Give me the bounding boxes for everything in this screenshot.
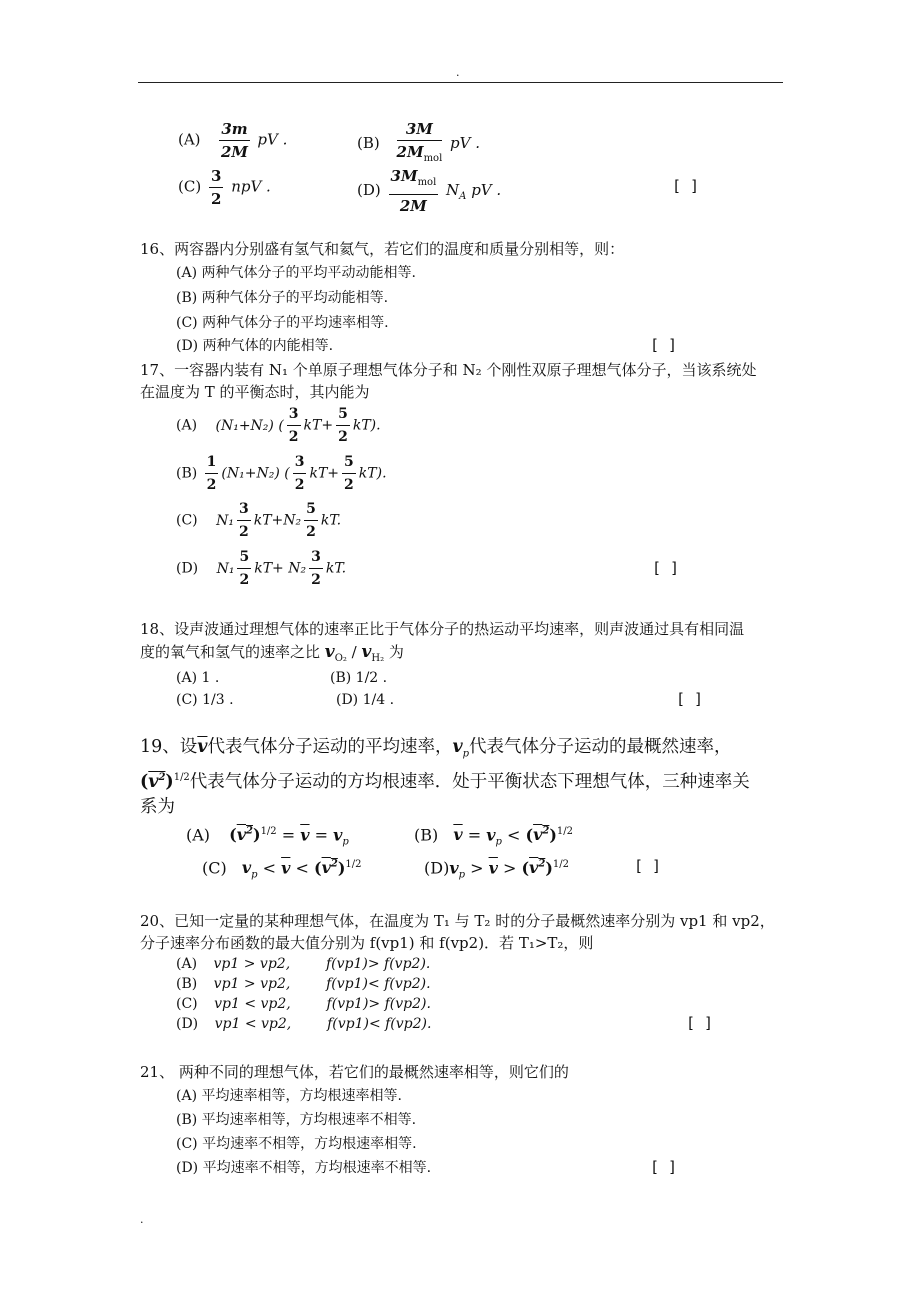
speed-relation: vp1 > vp2,	[213, 956, 291, 972]
fraction	[209, 165, 223, 210]
fraction	[336, 403, 350, 448]
header-dot: .	[456, 66, 460, 79]
numerator: 3M	[397, 118, 443, 141]
numerator: 5	[336, 403, 350, 426]
speed-symbol: v	[324, 642, 335, 662]
q20-stem-line2: 分子速率分布函数的最大值分别为 f(vp1) 和 f(vp2)．若 T₁>T₂，则	[140, 934, 594, 952]
q17-option-d	[176, 546, 346, 591]
denominator: 2	[294, 477, 305, 493]
stem-text: 为	[388, 643, 404, 661]
q19-stem-line1: 19、设$\overline{v}$代表气体分子运动的平均速率，$v_p$代表气体分子运动的最概然速率，	[140, 737, 732, 760]
q15-option-a	[178, 118, 287, 163]
stem-text: 代表气体分子运动的平均速率，	[207, 737, 453, 757]
q17-stem-line1: 17、一容器内装有 N₁ 个单原子理想气体分子和 N₂ 个刚性双原子理想气体分子，当该系统处	[140, 361, 757, 379]
rms-speed-symbol: $(v^2)$	[140, 771, 174, 792]
option-label: (B)	[414, 825, 439, 845]
option-label: (C)	[178, 177, 202, 196]
q19-stem-line2	[140, 764, 750, 796]
speed-relation: vp1 < vp2,	[214, 996, 291, 1012]
option-label: (A)	[176, 417, 198, 434]
option-label: (C)	[202, 858, 227, 878]
avogadro-symbol: N	[446, 181, 460, 199]
denominator: 2	[306, 524, 316, 540]
q20-option-b	[176, 974, 431, 994]
q17-option-a	[176, 403, 381, 448]
numerator: 3	[293, 451, 307, 474]
exponent: 1/2	[173, 772, 190, 783]
expression: kT.	[325, 560, 347, 577]
q18-option-b: (B) 1/2 .	[330, 670, 388, 686]
expression-tail: npV .	[231, 177, 271, 196]
numerator: 3	[287, 403, 301, 426]
footer-dot: .	[140, 1213, 144, 1226]
q21-answer-bracket: [ ]	[650, 1158, 678, 1176]
denominator: 2M	[396, 143, 424, 161]
mean-speed-symbol: $\overline{v}$	[197, 737, 208, 757]
fraction	[205, 451, 219, 496]
expression-tail: pV .	[471, 181, 502, 199]
q19-option-d: $(D)v_p > \overline{v} > (v^2)^{1/2}$	[424, 858, 569, 881]
exponent: 1/2	[260, 826, 277, 837]
denominator: 2	[238, 524, 249, 540]
exponent: 1/2	[345, 859, 362, 870]
q19-option-a: (A) $(v^2)^{1/2} = \overline{v} = v_p$	[186, 825, 349, 848]
q18-option-c: (C) 1/3 .	[176, 692, 234, 708]
header-rule	[138, 82, 783, 83]
q19-option-c: (C) $v_p < \overline{v} < (v^2)^{1/2}$	[202, 858, 362, 881]
denominator: 2	[210, 190, 222, 208]
subscript: A	[459, 191, 467, 202]
q21-option-a: (A) 平均速率相等，方均根速率相等.	[176, 1088, 402, 1104]
q15-option-d	[357, 165, 501, 217]
q15-answer-bracket: [ ]	[672, 177, 700, 195]
numerator: 1	[205, 451, 219, 474]
q21-option-d: (D) 平均速率不相等，方均根速率不相等.	[176, 1160, 432, 1176]
q17-answer-bracket: [ ]	[652, 559, 680, 577]
q18-answer-bracket: [ ]	[676, 690, 704, 708]
q18-option-a: (A) 1 .	[176, 670, 220, 686]
denominator: 2M	[220, 143, 248, 161]
q18-option-d: (D) 1/4 .	[336, 692, 395, 708]
fraction	[389, 165, 439, 217]
speed-relation: vp1 > vp2,	[213, 976, 291, 992]
q16-answer-bracket: [ ]	[650, 336, 678, 354]
expression: kT).	[358, 465, 387, 482]
option-label: (A)	[186, 825, 211, 845]
numerator: 3M	[390, 167, 418, 185]
q15-option-b	[357, 118, 480, 170]
q20-option-c	[176, 994, 431, 1014]
option-label: (B)	[176, 465, 198, 482]
fraction	[287, 403, 301, 448]
denominator: 2M	[399, 197, 427, 215]
expression-tail: pV .	[450, 134, 481, 152]
fraction	[219, 118, 249, 163]
subscript: H₂	[371, 653, 385, 664]
expression: kT+ N₂	[254, 560, 307, 577]
denominator: 2	[288, 429, 299, 445]
numerator: 3	[309, 546, 323, 569]
stem-text: 代表气体分子运动的方均根速率．处于平衡状态下理想气体，三种速率关	[189, 771, 750, 792]
option-label: (C)	[176, 996, 198, 1012]
distribution-relation: f(vp1)< f(vp2).	[327, 1016, 432, 1032]
q20-option-a	[176, 954, 430, 974]
denominator: 2	[239, 572, 250, 588]
q20-stem-line1: 20、已知一定量的某种理想气体，在温度为 T₁ 与 T₂ 时的分子最概然速率分别为 vp1 和 vp2，	[140, 912, 775, 930]
q21-option-c: (C) 平均速率不相等，方均根速率相等.	[176, 1136, 417, 1152]
option-label: (D)	[357, 181, 381, 199]
subscript: O₂	[334, 653, 347, 664]
numerator: 3	[237, 498, 251, 521]
expression: kT+	[309, 465, 340, 482]
denominator: 2	[344, 477, 354, 493]
q16-option-c: (C) 两种气体分子的平均速率相等.	[176, 315, 389, 331]
q19-option-b: (B) $\overline{v} = v_p < (v^2)^{1/2}$	[414, 825, 574, 848]
numerator: 5	[237, 546, 251, 569]
q20-option-d	[176, 1014, 431, 1034]
subscript: mol	[417, 177, 437, 188]
denominator: 2	[311, 572, 321, 588]
fraction	[304, 498, 318, 543]
fraction	[237, 498, 251, 543]
expression: kT+N₂	[253, 512, 302, 529]
subscript: mol	[423, 153, 443, 164]
slash: /	[346, 643, 362, 661]
expression: kT.	[320, 512, 342, 529]
option-label: (D)	[176, 1016, 199, 1032]
q21-stem: 21、 两种不同的理想气体，若它们的最概然速率相等，则它们的	[140, 1063, 569, 1081]
expression-tail: pV .	[257, 130, 288, 149]
stem-text: 19、设	[140, 737, 198, 757]
distribution-relation: f(vp1)< f(vp2).	[326, 976, 431, 992]
speed-symbol: v	[361, 642, 372, 662]
distribution-relation: f(vp1)> f(vp2).	[325, 956, 431, 972]
distribution-relation: f(vp1)> f(vp2).	[326, 996, 431, 1012]
q21-option-b: (B) 平均速率相等，方均根速率不相等.	[176, 1112, 417, 1128]
q17-option-c	[176, 498, 341, 543]
option-label: (C)	[176, 512, 198, 529]
option-label: (A)	[176, 956, 198, 972]
expression: (N₁+N₂) (	[215, 417, 284, 434]
q19-answer-bracket: [ ]	[634, 857, 662, 875]
denominator: 2	[338, 429, 348, 445]
denominator: 2	[206, 477, 217, 493]
q15-option-c	[178, 165, 271, 210]
option-label: (B)	[357, 134, 380, 152]
q16-stem: 16、两容器内分别盛有氢气和氦气，若它们的温度和质量分别相等，则：	[140, 240, 625, 258]
numerator: 3m	[219, 118, 249, 141]
q17-stem-line2: 在温度为 T 的平衡态时，其内能为	[140, 383, 370, 401]
expression: kT+	[303, 417, 334, 434]
speed-relation: vp1 < vp2,	[214, 1016, 292, 1032]
stem-text: 代表气体分子运动的最概然速率，	[469, 737, 732, 757]
numerator: 5	[342, 451, 356, 474]
q20-answer-bracket: [ ]	[686, 1014, 714, 1032]
q16-option-b: (B) 两种气体分子的平均动能相等.	[176, 290, 389, 306]
fraction	[237, 546, 251, 591]
numerator: 3	[209, 165, 223, 188]
expression: N₁	[216, 560, 235, 577]
q17-option-b	[176, 451, 387, 496]
option-label: (D)	[176, 560, 199, 577]
q16-option-a: (A) 两种气体分子的平均平动动能相等.	[176, 265, 416, 281]
expression: (N₁+N₂) (	[221, 465, 290, 482]
fraction	[342, 451, 356, 496]
expression: kT).	[352, 417, 381, 434]
fraction	[309, 546, 323, 591]
fraction	[293, 451, 307, 496]
option-label: (D)	[424, 858, 450, 878]
q16-option-d: (D) 两种气体的内能相等.	[176, 338, 334, 354]
fraction	[397, 118, 443, 170]
exponent: 1/2	[556, 826, 574, 837]
q18-stem-line2	[140, 641, 404, 670]
expression: N₁	[216, 512, 234, 529]
stem-text: 度的氧气和氢气的速率之比	[140, 643, 321, 661]
option-label: (A)	[178, 130, 201, 149]
q19-stem-line3: 系为	[140, 797, 175, 817]
numerator: 5	[304, 498, 318, 521]
q18-stem-line1: 18、设声波通过理想气体的速率正比于气体分子的热运动平均速率，则声波通过具有相同温	[140, 620, 745, 638]
option-label: (B)	[176, 976, 198, 992]
exponent: 1/2	[552, 859, 569, 870]
